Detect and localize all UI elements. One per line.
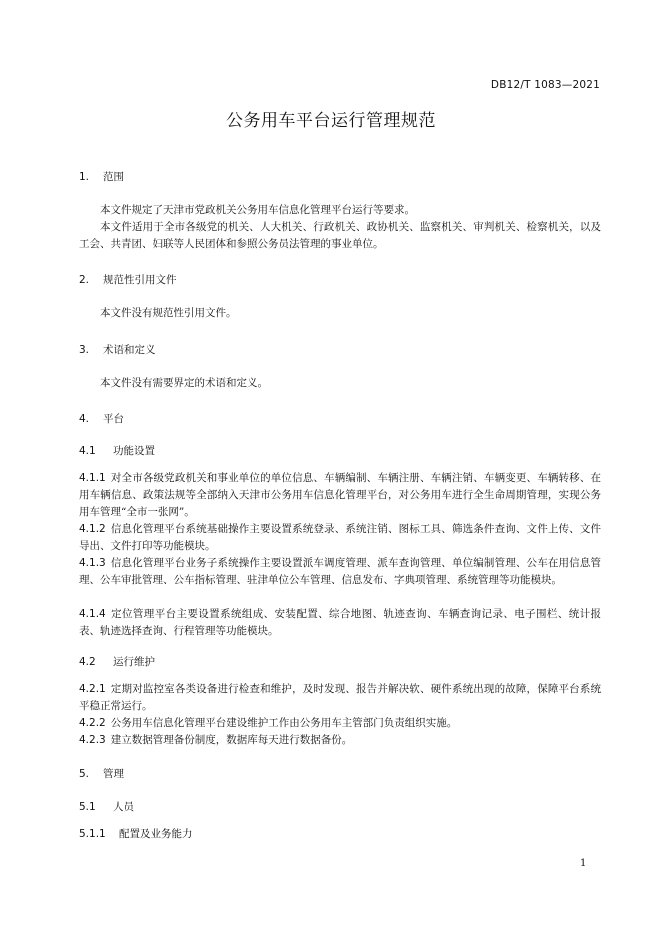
- section-number: 2.: [79, 274, 90, 286]
- clause-number: 4.1.3: [79, 557, 106, 569]
- paragraph: 本文件规定了天津市党政机关公务用车信息化管理平台运行等要求。: [100, 204, 415, 216]
- document-title: 公务用车平台运行管理规范: [226, 111, 436, 131]
- page-number: 1: [580, 858, 587, 869]
- section-heading-2: [79, 273, 177, 287]
- section-label: 管理: [103, 768, 124, 780]
- subsection-heading-4-2: [79, 655, 155, 669]
- clause-text: 建立数据管理备份制度，数据库每天进行数据备份。: [110, 734, 353, 746]
- clause-number: 4.1.4: [79, 608, 106, 620]
- clause-4-2-3: [79, 732, 601, 749]
- clause-number: 4.1.2: [79, 523, 106, 535]
- section-label: 平台: [103, 413, 124, 425]
- clause-text: 定位管理平台主要设置系统组成、安装配置、综合地图、轨迹查询、车辆查询记录、电子围栏、统计报表、轨迹选择查询、行程管理等功能模块。: [79, 608, 601, 637]
- clause-4-2-2: [79, 715, 601, 732]
- paragraph: 本文件没有规范性引用文件。: [100, 307, 237, 319]
- clause-number: 4.2.2: [79, 717, 106, 729]
- subsection-label: 人员: [113, 801, 134, 813]
- section-number: 5.: [79, 768, 90, 780]
- section-heading-1: [79, 170, 124, 184]
- clause-number: 4.1.1: [79, 472, 106, 484]
- section-label: 术语和定义: [103, 344, 156, 356]
- subsection-number: 4.2: [79, 656, 96, 668]
- clause-text: 公务用车信息化管理平台建设维护工作由公务用车主管部门负责组织实施。: [110, 717, 458, 729]
- subsection-label: 运行维护: [113, 656, 155, 668]
- clause-4-1-4: [79, 606, 601, 640]
- clause-4-1-3: [79, 555, 601, 589]
- section-number: 3.: [79, 344, 90, 356]
- section-number: 4.: [79, 413, 90, 425]
- subsection-label: 配置及业务能力: [119, 828, 193, 840]
- clause-4-1-1: [79, 470, 601, 521]
- clause-number: 4.2.3: [79, 734, 106, 746]
- paragraph: 本文件适用于全市各级党的机关、人大机关、行政机关、政协机关、监察机关、审判机关、检察机关，以及工会、共青团、妇联等人民团体和参照公务员法管理的事业单位。: [79, 221, 601, 250]
- clause-text: 信息化管理平台业务子系统操作主要设置派车调度管理、派车查询管理、单位编制管理、公车在用信息管理、公车审批管理、公车指标管理、驻津单位公车管理、信息发布、字典项管理、系统管理等功能模块。: [79, 557, 601, 586]
- subsection-heading-4-1: [79, 444, 155, 458]
- section-heading-4: [79, 412, 124, 426]
- section-number: 1.: [79, 171, 90, 183]
- clause-text: 对全市各级党政机关和事业单位的单位信息、车辆编制、车辆注册、车辆注销、车辆变更、车辆转移、在用车辆信息、政策法规等全部纳入天津市公务用车信息化管理平台，对公务用车进行全生命周期管理，实现公务用车管理“全市一张网”。: [79, 472, 601, 518]
- subsection-heading-5-1: [79, 800, 134, 814]
- clause-number: 4.2.1: [79, 683, 106, 695]
- document-number: DB12/T 1083—2021: [490, 79, 600, 91]
- section-label: 范围: [103, 171, 124, 183]
- clause-text: 信息化管理平台系统基础操作主要设置系统登录、系统注销、图标工具、筛选条件查询、文件上传、文件导出、文件打印等功能模块。: [79, 523, 601, 552]
- paragraph: 本文件没有需要界定的术语和定义。: [100, 377, 268, 389]
- subsection-number: 5.1: [79, 801, 96, 813]
- clause-text: 定期对监控室各类设备进行检查和维护，及时发现、报告并解决软、硬件系统出现的故障，保障平台系统平稳正常运行。: [79, 683, 601, 712]
- section-label: 规范性引用文件: [103, 274, 177, 286]
- section-heading-5: [79, 767, 124, 781]
- subsection-number: 4.1: [79, 445, 96, 457]
- subsection-label: 功能设置: [113, 445, 155, 457]
- section-heading-3: [79, 343, 156, 357]
- clause-4-1-2: [79, 521, 601, 555]
- clause-4-2-1: [79, 681, 601, 715]
- subsection-number: 5.1.1: [79, 828, 106, 840]
- subsection-heading-5-1-1: [79, 827, 193, 841]
